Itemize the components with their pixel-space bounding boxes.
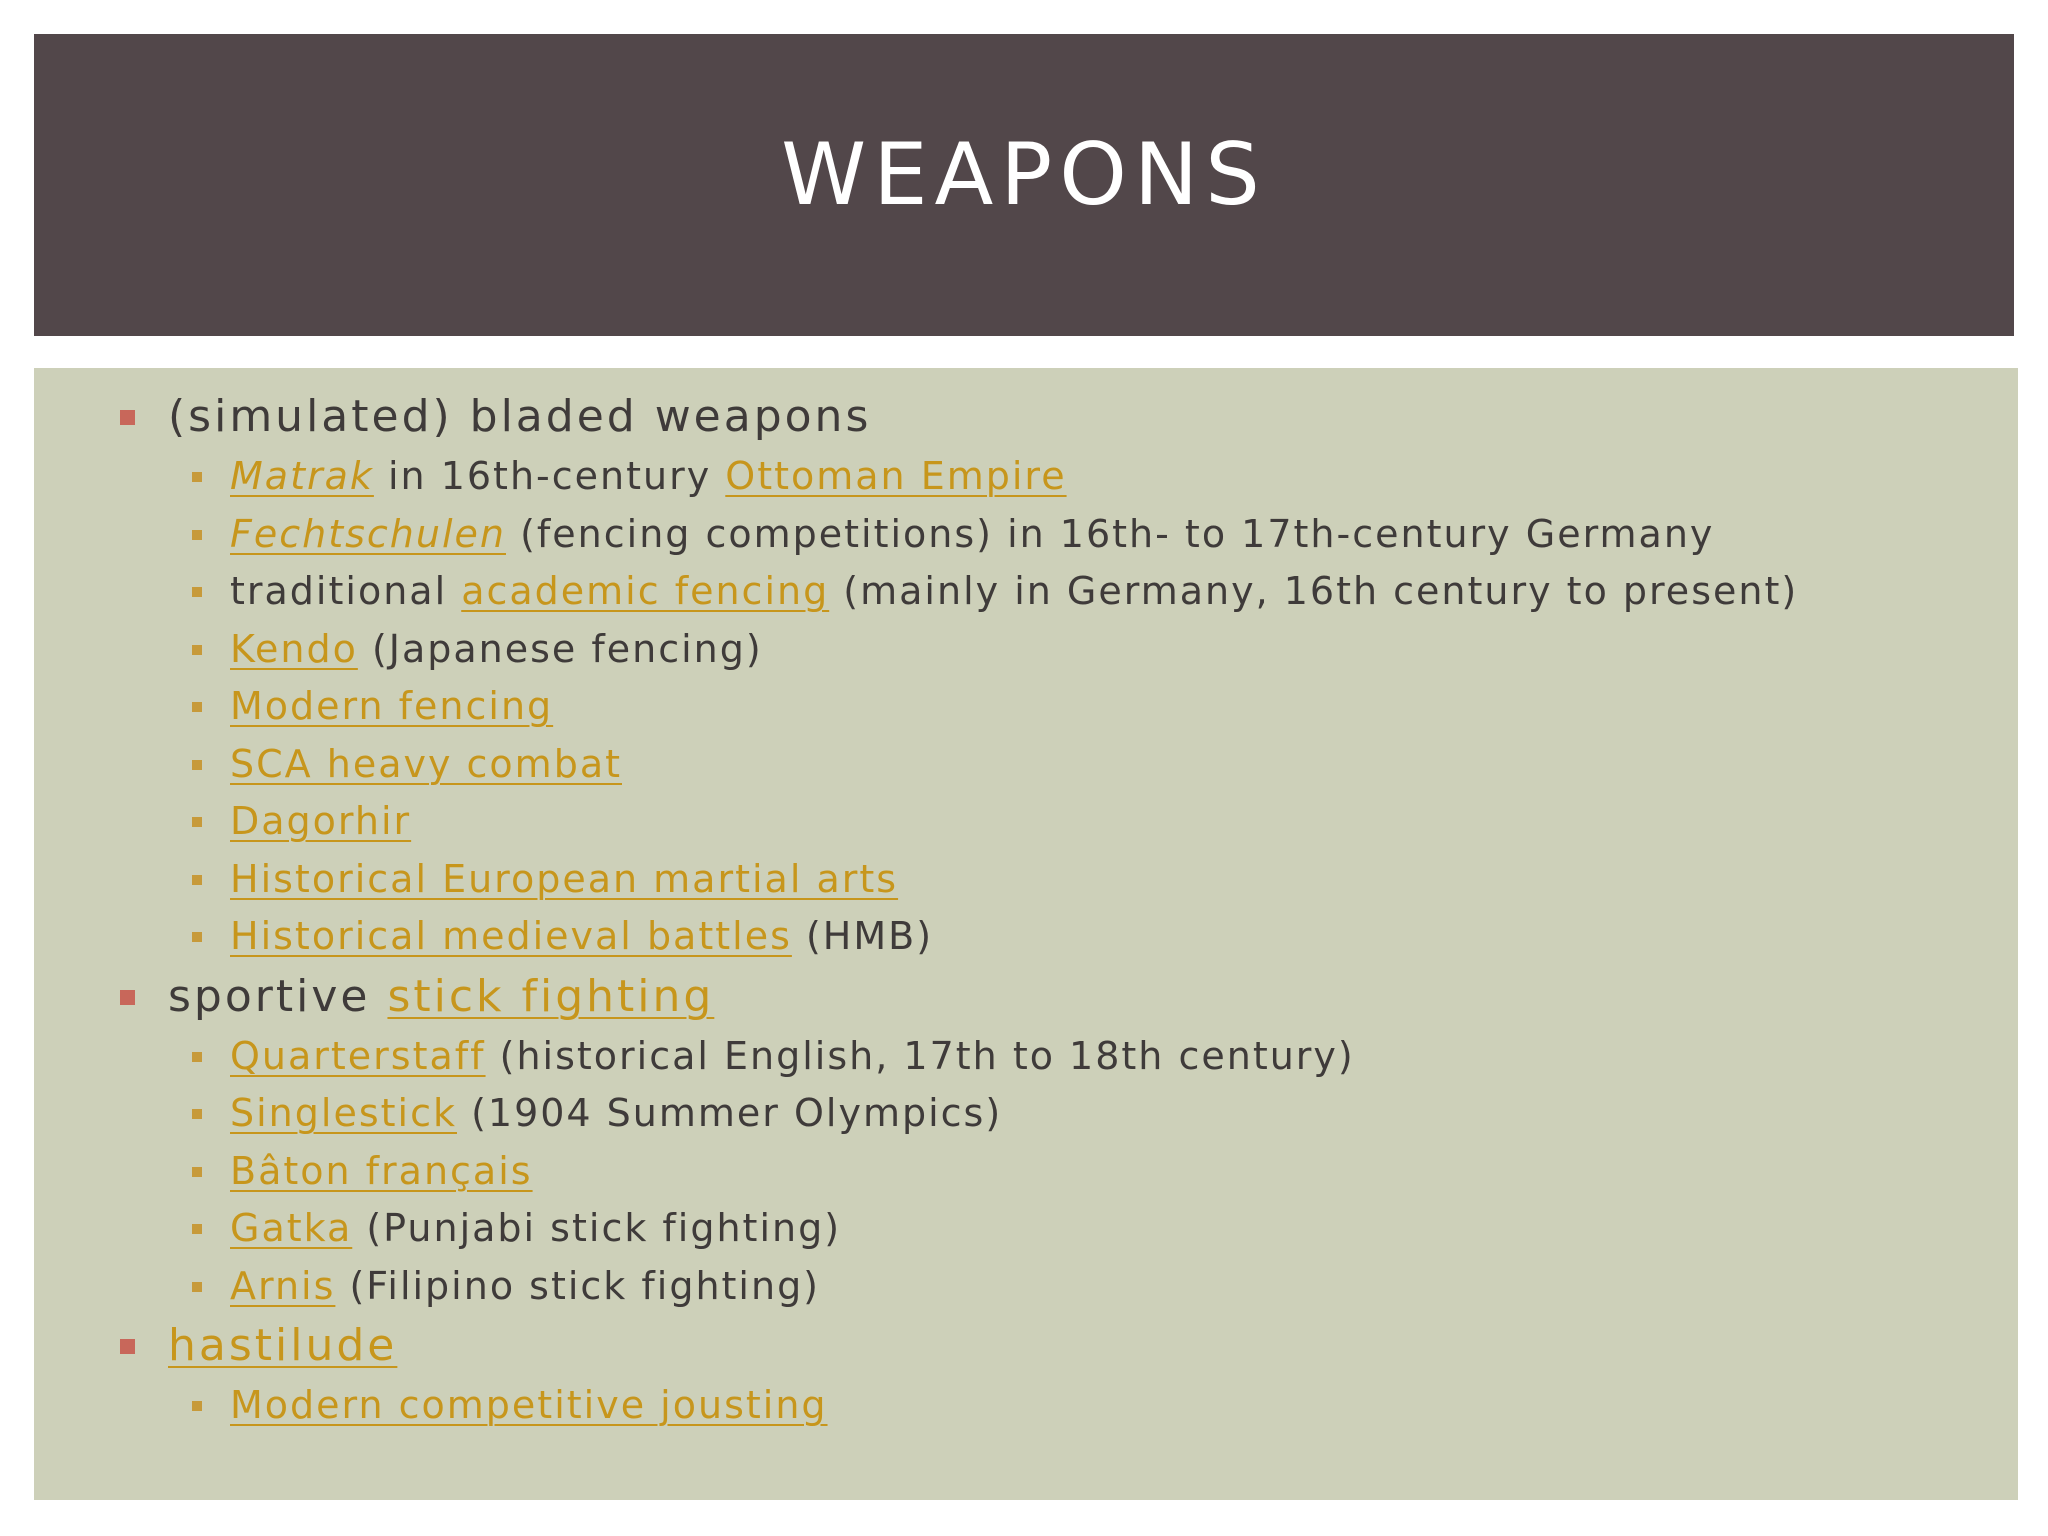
sub-bullet-item [34,563,2018,621]
hyperlink[interactable]: Modern fencing [230,684,554,728]
small-square-bullet-icon [192,472,202,482]
hyperlink[interactable]: Ottoman Empire [725,454,1067,498]
small-square-bullet-icon [192,1224,202,1234]
bullet-text: (mainly in Germany, 16th century to present) [829,569,1799,613]
bullet-text: in 16th-century [373,454,726,498]
bullet-item [34,386,2018,448]
small-square-bullet-icon [192,1401,202,1411]
hyperlink[interactable]: academic fencing [461,569,830,613]
bullet-text: (simulated) bladed weapons [168,391,872,442]
hyperlink[interactable]: Matrak [230,454,374,498]
bullet-text: (Punjabi stick fighting) [352,1206,842,1250]
sub-bullet-item [34,621,2018,679]
title-band [34,34,2014,336]
sub-bullet-item [34,1085,2018,1143]
hyperlink[interactable]: Gatka [230,1206,353,1250]
sub-bullet-item [34,793,2018,851]
hyperlink[interactable]: Quarterstaff [230,1033,486,1078]
small-square-bullet-icon [192,1109,202,1119]
sub-bullet-item [34,678,2018,736]
sub-bullet-item [34,1200,2018,1258]
content-panel [34,368,2018,1500]
sub-bullet-item [34,1258,2018,1316]
hyperlink[interactable]: SCA heavy combat [230,741,622,786]
hyperlink[interactable]: Fechtschulen [230,511,506,556]
small-square-bullet-icon [192,760,202,770]
bullet-text: (historical English, 17th to 18th century) [485,1033,1355,1078]
sub-bullet-item [34,736,2018,794]
square-bullet-icon [120,410,135,425]
sub-bullet-item [34,908,2018,966]
hyperlink[interactable]: hastilude [168,1320,398,1371]
bullet-item [34,966,2018,1028]
sub-bullet-item [34,851,2018,909]
bullet-text: traditional [230,569,462,613]
bullet-text: (Japanese fencing) [357,626,763,671]
hyperlink[interactable]: Singlestick [230,1091,457,1135]
bullet-list [34,386,2018,1435]
sub-bullet-item [34,506,2018,564]
small-square-bullet-icon [192,1282,202,1292]
hyperlink[interactable]: Kendo [230,626,358,671]
sub-bullet-item [34,448,2018,506]
bullet-text: sportive [168,970,388,1022]
small-square-bullet-icon [192,587,202,597]
hyperlink[interactable]: Historical European martial arts [230,856,899,901]
sub-bullet-item [34,1028,2018,1086]
small-square-bullet-icon [192,702,202,712]
sub-bullet-item [34,1377,2018,1435]
hyperlink[interactable]: Dagorhir [230,799,412,843]
bullet-text: (fencing competitions) in 16th- to 17th-century Germany [506,511,1715,556]
small-square-bullet-icon [192,645,202,655]
hyperlink[interactable]: Historical medieval battles [230,914,792,958]
bullet-item [34,1315,2018,1377]
sub-bullet-item [34,1143,2018,1201]
hyperlink[interactable]: Bâton français [230,1148,533,1193]
slide-title: WEAPONS [781,125,1267,225]
small-square-bullet-icon [192,1167,202,1177]
bullet-text: (Filipino stick fighting) [335,1263,821,1308]
small-square-bullet-icon [192,875,202,885]
hyperlink[interactable]: Modern competitive jousting [230,1383,828,1427]
bullet-text: (1904 Summer Olympics) [456,1091,1003,1135]
small-square-bullet-icon [192,817,202,827]
square-bullet-icon [120,1339,135,1354]
small-square-bullet-icon [192,932,202,942]
small-square-bullet-icon [192,530,202,540]
square-bullet-icon [120,990,135,1005]
bullet-text: (HMB) [791,914,934,958]
hyperlink[interactable]: stick fighting [387,970,715,1022]
small-square-bullet-icon [192,1052,202,1062]
hyperlink[interactable]: Arnis [230,1263,336,1308]
